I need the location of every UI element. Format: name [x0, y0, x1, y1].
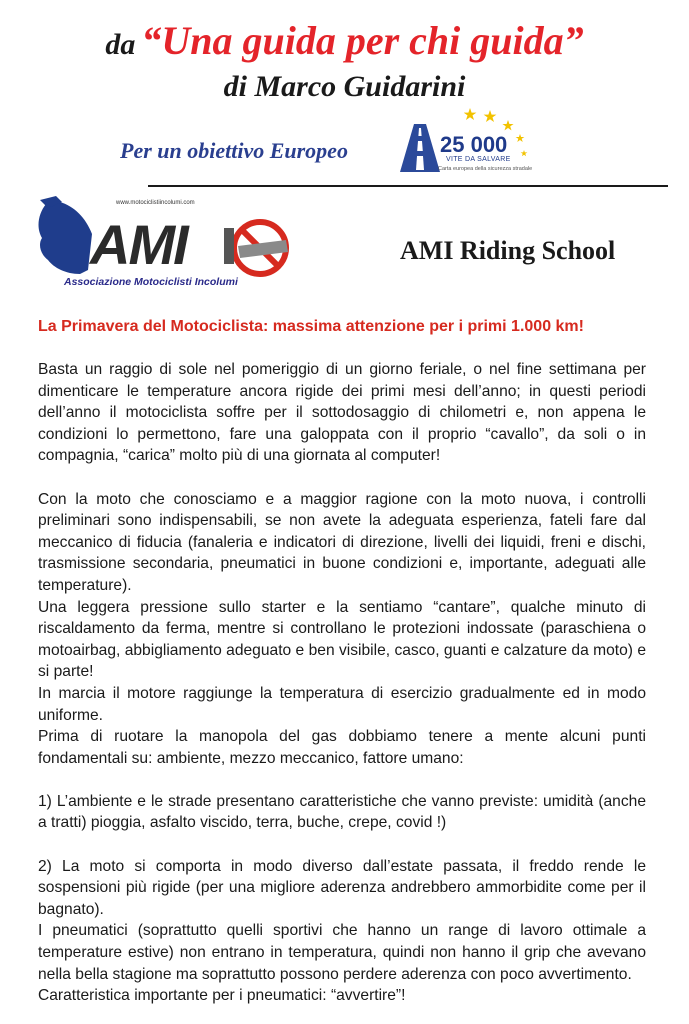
- header-divider: [148, 185, 668, 187]
- article-paragraph: 1) L’ambiente e le strade presentano caratteristiche che vanno previste: umidità (anche a tratti) pioggia, asfalto viscido, terra, buche, crepe, covid !): [38, 792, 646, 832]
- article-paragraph: 2) La moto si comporta in modo diverso dall’estate passata, il freddo rende le sospensioni più rigide (per una migliore aderenza andrebbero ammorbidite come per il bagnato).: [38, 857, 646, 918]
- ami-logo-letters: AMI: [90, 213, 187, 276]
- school-name: AMI Riding School: [400, 236, 616, 265]
- article-paragraph: Basta un raggio di sole nel pomeriggio di un giorno feriale, o nel fine settimana per dimenticare le temperature ancora rigide dei primi mesi dell’anno; in questi periodi dell’anno il motociclista soffre per il sottodosaggio di chilometri e, non appena le condizioni lo permettono, fare una galoppata con il proprio “cavallo”, da soli o in compagnia, “carica” molto più di una giornata al computer!: [38, 361, 646, 465]
- book-title-line: [0, 18, 689, 68]
- euro-logo-number: 25 000: [440, 132, 508, 157]
- road-icon: [400, 124, 440, 172]
- euro-tagline: Per un obiettivo Europeo: [120, 138, 348, 163]
- european-banner: [0, 104, 689, 184]
- article-paragraph: Una leggera pressione sullo starter e la sentiamo “cantare”, qualche minuto di riscaldamento da ferma, mentre si controllano le protezioni indossate (paraschiena o motoairbag, abbigliamento adeguato e ben visibile, casco, guanti e calzature da moto) e si parte!: [38, 598, 646, 681]
- road-safety-charter-logo: [400, 106, 536, 182]
- article-paragraph: Caratteristica importante per i pneumatici: “avvertire”!: [38, 987, 406, 1005]
- article-paragraph: I pneumatici (soprattutto quelli sportivi che hanno un range di lavoro ottimale a temperature estive) non entrano in temperatura, quindi non hanno il grip che avevano nella bella stagione ma soprattutto possono perdere aderenza con poco avvertimento.: [38, 922, 646, 983]
- article-body: [38, 359, 646, 1007]
- title-prefix: da: [105, 28, 136, 61]
- ami-website: www.motociclistiincolumi.com: [116, 200, 195, 206]
- document-header: [0, 18, 689, 104]
- article-paragraph: Prima di ruotare la manopola del gas dobbiamo tenere a mente alcuni punti fondamentali su: ambiente, mezzo meccanico, fattore umano:: [38, 728, 646, 767]
- article-paragraph: In marcia il motore raggiunge la temperatura di esercizio gradualmente ed in modo uniforme.: [38, 684, 646, 724]
- article-paragraph: Con la moto che conosciamo e a maggior ragione con la moto nuova, i controlli preliminari sono indispensabili, se non avete la adeguata esperienza, fateli fare dal meccanico di fiducia (fanaleria e indicatori di direzione, livelli dei liquidi, freni e dischi, trasmissione secondaria, pneumatici in buone condizioni e, importante, adeguati alle temperature).: [38, 490, 646, 594]
- ami-logo: [36, 194, 296, 298]
- ami-association-name: Associazione Motociclisti Incolumi: [64, 276, 238, 288]
- euro-logo-caption: Carta europea della sicurezza stradale: [438, 166, 533, 172]
- euro-logo-subtitle: VITE DA SALVARE: [446, 156, 511, 163]
- book-author: di Marco Guidarini: [223, 70, 466, 103]
- article-headline: La Primavera del Motociclista: massima attenzione per i primi 1.000 km!: [38, 318, 584, 335]
- book-title: “Una guida per chi guida”: [141, 18, 584, 63]
